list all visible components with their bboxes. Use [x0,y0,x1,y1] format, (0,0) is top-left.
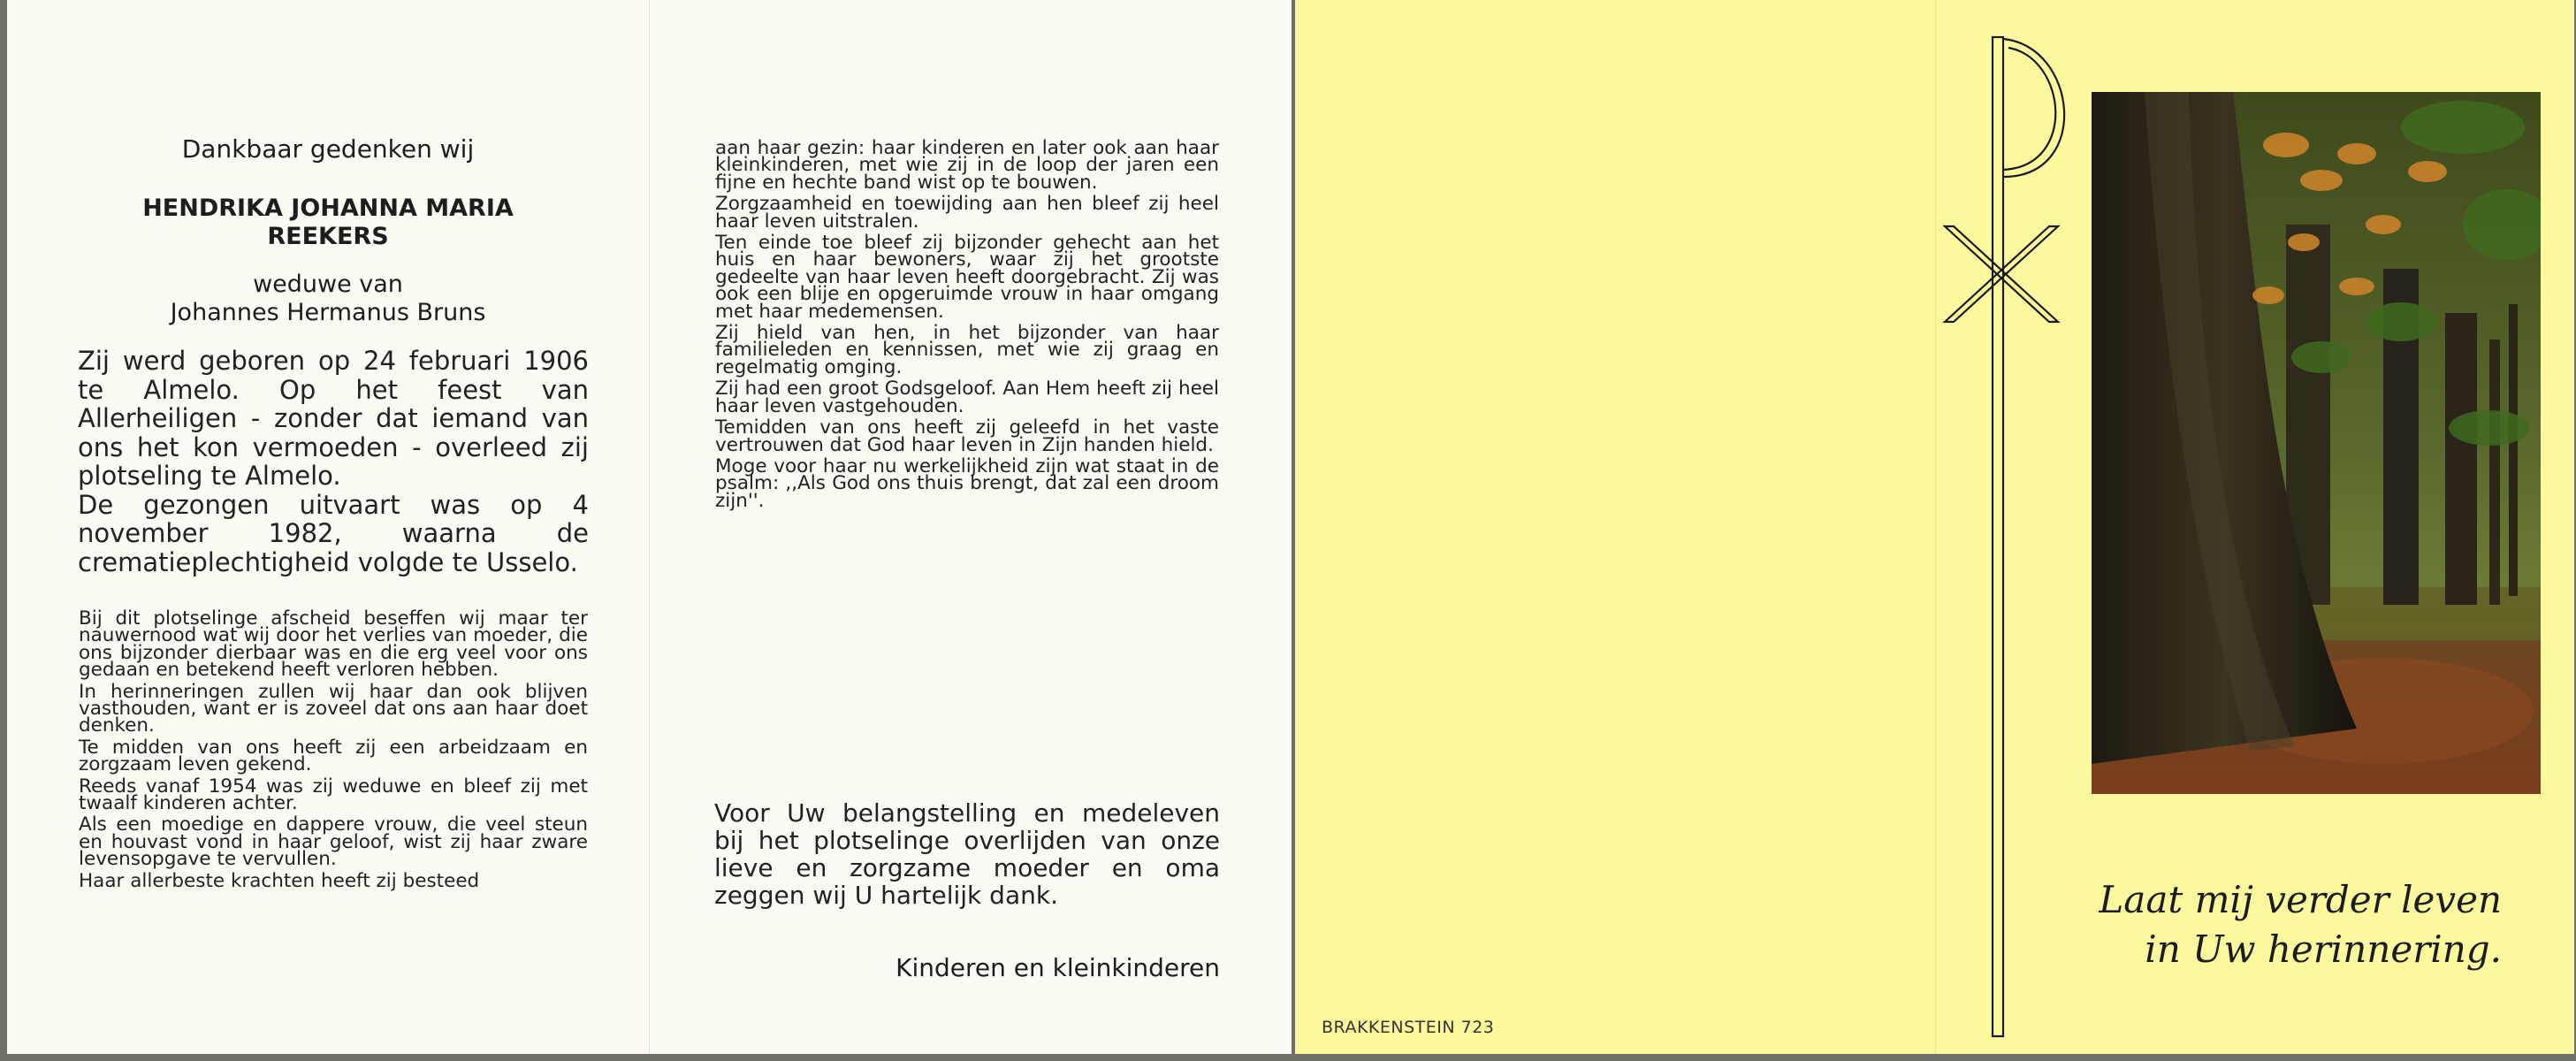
paragraph: Haar allerbeste krachten heeft zij besteed [79,869,480,892]
verse-line2: in Uw herinnering. [2145,927,2502,971]
funeral-text: De gezongen uitvaart was op 4 november 1982, waarna de crematieplechtigheid volgde te Usselo. [78,489,589,577]
signature: Kinderen en kleinkinderen [896,953,1220,982]
deceased-name-line2: REEKERS [267,223,389,250]
thanks-text: Voor Uw belangstelling en medeleven bij het plotselinge overlijden van onze lieve en zorgzame moeder en oma zeggen wij U hartelijk dank. [714,798,1220,910]
paragraph: Te midden van ons heeft zij een arbeidzaam en zorgzaam leven gekend. [79,736,588,776]
born-text: Zij werd geboren op 24 februari 1906 te Almelo. Op het feest van Allerheiligen - zonder dat iemand van ons het kon vermoeden - overleed zij plotseling te Almelo. [78,346,589,491]
card-inside-left [7,0,650,1054]
widow-label: weduwe van [253,271,403,298]
paragraph: Reeds vanaf 1954 was zij weduwe en bleef zij met twaalf kinderen achter. [79,775,588,815]
paragraph: Ten einde toe bleef zij bijzonder gehecht aan het huis en haar bewoners, waar zij het grootste gedeelte van haar leven heeft doorgebracht. Zij was ook een blije en opgeruimde vrouw in haar omgang met haar medemensen. [715,232,1219,323]
memorial-text-left [79,607,588,894]
card-front-cover [1936,0,2574,1054]
memorial-text-right [715,137,1219,514]
paragraph: Bij dit plotselinge afscheid beseffen wij maar ter nauwernood wat wij door het verlies van moeder, die ons bijzonder dierbaar was en die erg veel voor ons gedaan en betekend heeft verloren hebben. [79,607,588,682]
paragraph: Temidden van ons heeft zij geleefd in het vaste vertrouwen dat God haar leven in Zijn handen hield. [715,416,1219,456]
verse-text [2099,875,2502,974]
publisher-code: BRAKKENSTEIN 723 [1322,1018,1495,1037]
chi-rho-icon [1936,0,2077,1054]
card-back-cover [1295,0,1936,1054]
card-inside-right [650,0,1292,1054]
paragraph: Moge voor haar nu werkelijkheid zijn wat staat in de psalm: ,,Als God ons thuis brengt, dat zal een droom zijn''. [715,454,1219,512]
paragraph: Zij had een groot Godsgeloof. Aan Hem heeft zij heel haar leven vastgehouden. [715,378,1219,417]
paragraph: Zij hield van hen, in het bijzonder van haar familieleden en kennissen, met wie zij graag en regelmatig omging. [715,322,1219,378]
paragraph: In herinneringen zullen wij haar dan ook blijven vasthouden, want er is zoveel dat ons aan haar doet denken. [79,680,588,737]
verse-line1: Laat mij verder leven [2099,878,2502,921]
husband-name: Johannes Hermanus Bruns [170,299,486,326]
intro-text: Dankbaar gedenken wij [181,134,475,164]
paragraph: Zorgzaamheid en toewijding aan hen bleef zij heel haar leven uitstralen. [715,193,1219,233]
deceased-name-line1: HENDRIKA JOHANNA MARIA [142,195,514,222]
paragraph: aan haar gezin: haar kinderen en later ook aan haar kleinkinderen, met wie zij in de loop der jaren een fijne en hechte band wist op te bouwen. [715,137,1219,194]
forest-photo [2092,92,2541,794]
life-dates-block [78,347,589,576]
deceased-name [7,195,649,251]
paragraph: Als een moedige en dappere vrouw, die veel steun en houvast vond in haar geloof, wist zij haar zware levensopgave te vervullen. [79,813,588,871]
